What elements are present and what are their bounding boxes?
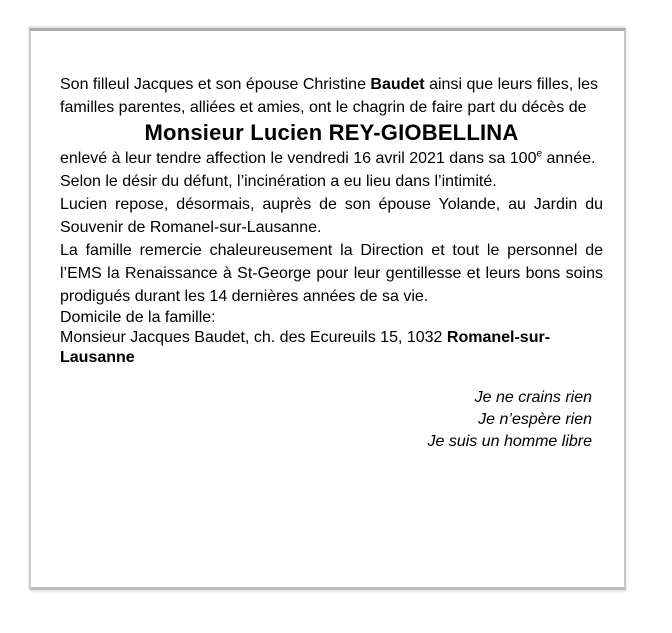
- address-line: Monsieur Jacques Baudet, ch. des Ecureuils 15, 1032: [60, 329, 447, 346]
- epitaph-line-1: Je ne crains rien: [474, 389, 592, 406]
- intro-text-start: Son filleul Jacques et son épouse Christine: [60, 76, 371, 93]
- death-date-paragraph: [60, 147, 603, 170]
- age-ordinal-superscript: e: [536, 148, 543, 160]
- address-label: Domicile de la famille:: [60, 309, 216, 326]
- epitaph-line-2: Je n’espère rien: [478, 411, 592, 428]
- family-name-bold: Baudet: [370, 76, 425, 93]
- epitaph: [60, 387, 603, 453]
- death-notice-card: [29, 28, 626, 590]
- family-address: [60, 308, 603, 368]
- intro-paragraph: [60, 73, 603, 119]
- deceased-name: Monsieur Lucien REY-GIOBELLINA: [144, 120, 519, 145]
- resting-place-paragraph: Lucien repose, désormais, auprès de son épouse Yolande, au Jardin du Souvenir de Romanel-sur-Lausanne.: [60, 196, 603, 236]
- death-date-text-end: année.: [542, 150, 596, 167]
- thanks-paragraph: La famille remercie chaleureusement la Direction et tout le personnel de l’EMS la Renaissance à St-George pour leur gentillesse et leurs bons soins prodigués durant les 14 dernières années de sa vie.: [60, 242, 603, 305]
- address-city-bold: Romanel-sur-Lausanne: [60, 329, 551, 366]
- death-date-text: enlevé à leur tendre affection le vendredi 16 avril 2021 dans sa 100: [60, 150, 537, 167]
- cremation-paragraph: Selon le désir du défunt, l’incinération a eu lieu dans l’intimité.: [60, 173, 497, 190]
- intro-text-end: ainsi que leurs filles, les familles parentes, alliées et amies, ont le chagrin de faire part du décès de: [60, 76, 599, 116]
- epitaph-line-3: Je suis un homme libre: [427, 433, 592, 450]
